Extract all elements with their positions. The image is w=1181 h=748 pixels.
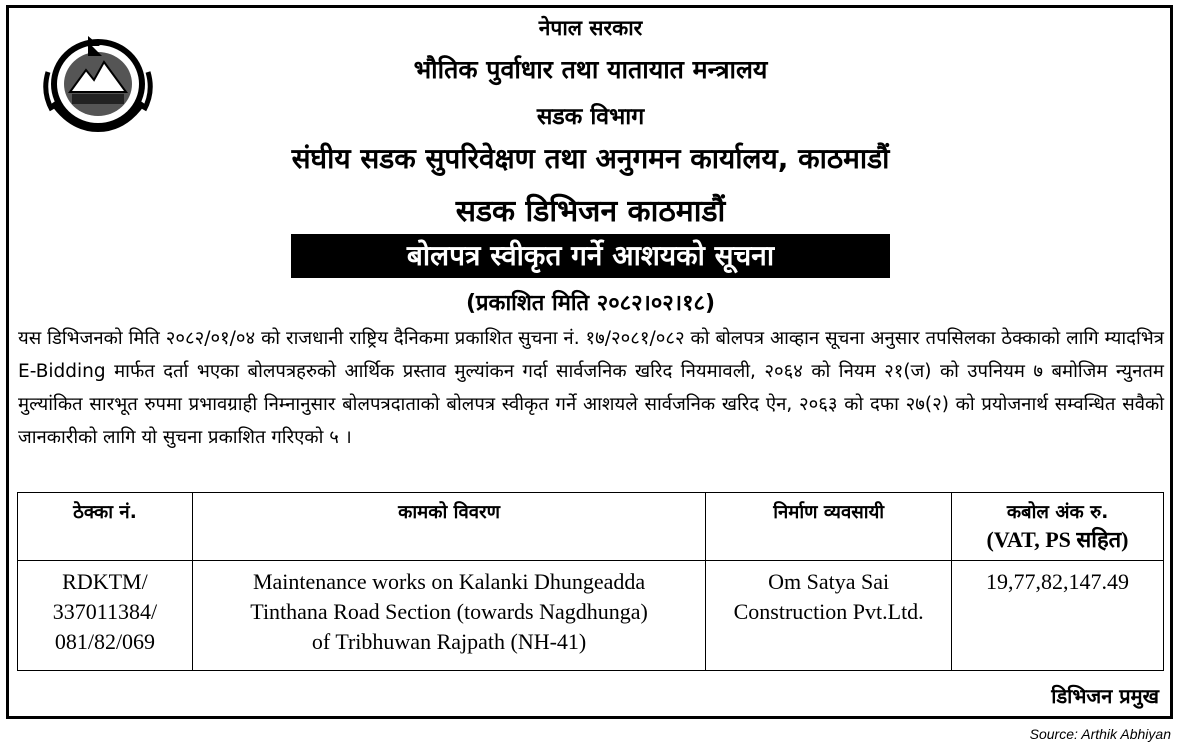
contract-no-line: 337011384/ bbox=[52, 599, 158, 624]
published-date: (प्रकाशित मिति २०८२।०२।१८) bbox=[465, 291, 716, 316]
bid-table bbox=[17, 492, 1164, 671]
source-credit: Source: Arthik Abhiyan bbox=[1029, 726, 1171, 742]
header-amount-label: कबोल अंक रु. bbox=[1006, 502, 1109, 523]
contractor-line: Construction Pvt.Ltd. bbox=[733, 599, 924, 624]
contract-no-line: RDKTM/ bbox=[62, 569, 148, 594]
department-name: सडक विभाग bbox=[536, 104, 645, 130]
notice-body: यस डिभिजनको मिति २०८२/०१/०४ को राजधानी राष्ट्रिय दैनिकमा प्रकाशित सुचना नं. १७/२०८१/०८२ को बोलपत्र आव्हान सूचना अनुसार तपसिलका ठेक्काको लागि म्यादभित्र E-Bidding मार्फत दर्ता भएका बोलपत्रहरुको आर्थिक प्रस्ताव मुल्यांकन गर्दा सार्वजनिक खरिद नियमावली, २०६४ को नियम २१(ज) को उपनियम ७ बमोजिम न्युनतम मुल्यांकित सारभूत रुपमा प्रभावग्राही निम्नानुसार बोलपत्रदाताको बोलपत्र स्वीकृत गर्ने आशयले सार्वजनिक खरिद ऐन, २०६३ को दफा २७(२) को प्रयोजनार्थ सम्वन्धित सवैको जानकारीको लागि यो सुचना प्रकाशित गरिएको ५ । bbox=[18, 328, 1164, 448]
notice-title: बोलपत्र स्वीकृत गर्ने आशयको सूचना bbox=[291, 234, 890, 278]
header-amount bbox=[952, 493, 1164, 561]
header-description: कामको विवरण bbox=[192, 493, 705, 561]
description-line: Tinthana Road Section (towards Nagdhunga) bbox=[250, 599, 648, 624]
table-header-row bbox=[18, 493, 1164, 561]
header-contract-no: ठेक्का नं. bbox=[18, 493, 193, 561]
header-amount-note: (VAT, PS सहित) bbox=[986, 527, 1129, 552]
division-chief-signature: डिभिजन प्रमुख bbox=[1051, 684, 1159, 708]
cell-description bbox=[192, 561, 705, 671]
cell-contract-no bbox=[18, 561, 193, 671]
header-contractor: निर्माण व्यवसायी bbox=[706, 493, 952, 561]
government-name: नेपाल सरकार bbox=[538, 16, 643, 40]
cell-contractor bbox=[706, 561, 952, 671]
table-row bbox=[18, 561, 1164, 671]
description-line: of Tribhuwan Rajpath (NH-41) bbox=[311, 629, 587, 654]
division-name: सडक डिभिजन काठमाडौं bbox=[455, 194, 726, 229]
description-line: Maintenance works on Kalanki Dhungeadda bbox=[252, 569, 646, 594]
office-name: संघीय सडक सुपरिवेक्षण तथा अनुगमन कार्यालय, काठमाडौं bbox=[291, 142, 890, 175]
ministry-name: भौतिक पुर्वाधार तथा यातायात मन्त्रालय bbox=[413, 55, 768, 84]
cell-amount: 19,77,82,147.49 bbox=[952, 561, 1164, 671]
contract-no-line: 081/82/069 bbox=[54, 629, 156, 654]
contractor-line: Om Satya Sai bbox=[768, 569, 890, 594]
